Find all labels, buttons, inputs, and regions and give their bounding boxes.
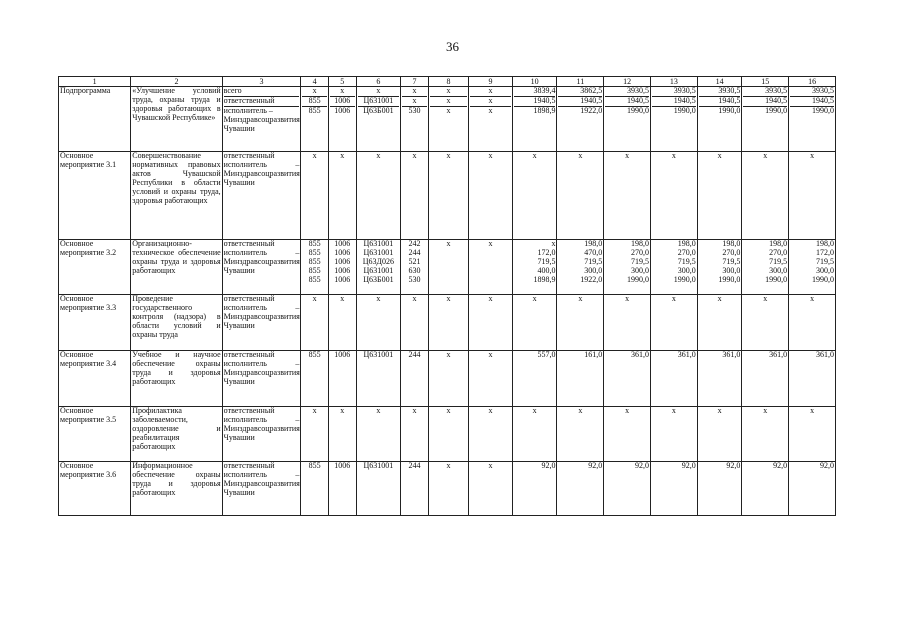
column-number: 8	[428, 77, 468, 87]
row-title: Совершенствование нормативных правовых актов Чувашской Республики в области условий и охраны труда, здоровья работающих	[131, 152, 222, 240]
cell-line: x	[551, 239, 556, 248]
cell-line: 198,0	[816, 239, 834, 248]
cell: 3862,5	[558, 87, 602, 97]
cell: x	[330, 87, 355, 97]
cell: x	[302, 87, 327, 97]
column-number: 13	[650, 77, 697, 87]
cell-line: 521	[408, 256, 421, 266]
cell: 1940,5	[790, 97, 834, 107]
cell: x	[469, 152, 513, 240]
cell-line: 855	[308, 265, 321, 275]
cell: 3930,5	[743, 87, 787, 97]
cell: x	[301, 152, 329, 240]
cell: x	[401, 152, 429, 240]
cell: x	[604, 152, 651, 240]
cell: x	[512, 407, 557, 462]
table-row-measure-3-5	[59, 407, 836, 462]
cell: 92,0	[697, 462, 742, 516]
cell: x	[301, 407, 329, 462]
cell: x	[470, 87, 511, 97]
cell: 1990,0	[718, 105, 741, 115]
budget-table	[58, 76, 836, 516]
row-executor: ответственный исполнитель – Минздравсоцразвития Чувашии	[222, 351, 301, 407]
cell-line: Ц631001	[363, 239, 394, 248]
cell-line: 1006	[334, 239, 351, 248]
cell: x	[469, 351, 513, 407]
cell: 1990,0	[812, 105, 834, 115]
cell: 361,0	[742, 351, 789, 407]
cell-line: 719,5	[584, 256, 603, 266]
cell: x	[512, 295, 557, 351]
cell: x	[512, 152, 557, 240]
cell: 1990,0	[765, 105, 788, 115]
cell-line: 719,5	[769, 256, 788, 266]
cell: 92,0	[742, 462, 789, 516]
cell-line: 1922,0	[580, 274, 603, 284]
cell-line: 300,0	[630, 265, 649, 275]
cell: x	[301, 295, 329, 351]
cell: x	[428, 351, 468, 407]
row-executor: ответственный исполнитель – Минздравсоцразвития Чувашии	[222, 462, 301, 516]
cell: Ц631001	[356, 462, 401, 516]
page-number: 36	[446, 39, 459, 54]
cell: 1006	[334, 105, 351, 115]
cell: x	[469, 407, 513, 462]
cell: 361,0	[789, 351, 836, 407]
cell-line: 1006	[334, 265, 351, 275]
row-executor: ответственный исполнитель – Минздравсоцразвития Чувашии	[222, 407, 301, 462]
row-executor: ответственный исполнитель – Минздравсоцразвития Чувашии	[222, 240, 301, 295]
cell-line: 198,0	[769, 239, 788, 248]
cell-line: 1990,0	[765, 274, 788, 284]
row-title: Информационное обеспечение охраны труда и здоровья работающих	[131, 462, 222, 516]
cell: 557,0	[512, 351, 557, 407]
cell: 3839,4	[514, 87, 556, 97]
row-type: Основное мероприятие 3.1	[59, 152, 131, 240]
cell: 1898,9	[533, 105, 556, 115]
row-type: Основное мероприятие 3.5	[59, 407, 131, 462]
cell: x	[697, 295, 742, 351]
cell: 855	[301, 462, 329, 516]
cell: 92,0	[650, 462, 697, 516]
cell: x	[401, 407, 429, 462]
cell: x	[430, 97, 467, 107]
cell-line: 400,0	[537, 265, 556, 275]
table-row-measure-3-3	[59, 295, 836, 351]
executor-line: ответственный	[224, 97, 300, 107]
cell-line: 242	[408, 239, 421, 248]
cell: 92,0	[789, 462, 836, 516]
cell-line: 855	[308, 274, 321, 284]
cell: x	[697, 152, 742, 240]
cell: x	[604, 295, 651, 351]
row-type: Основное мероприятие 3.4	[59, 351, 131, 407]
cell-line: 719,5	[677, 256, 696, 266]
cell: x	[469, 462, 513, 516]
cell: 244	[401, 462, 429, 516]
cell: x	[328, 295, 356, 351]
table-row-subprogram	[59, 87, 836, 152]
cell-line: 198,0	[677, 239, 696, 248]
cell: 3930,5	[699, 87, 741, 97]
cell-line: 270,0	[630, 247, 649, 257]
row-executor	[222, 87, 301, 152]
cell-line: 1990,0	[673, 274, 696, 284]
cell-line: 855	[308, 247, 321, 257]
cell-line: 172,0	[816, 247, 834, 257]
table-row-measure-3-2	[59, 240, 836, 295]
cell: 1990,0	[626, 105, 649, 115]
cell-line: 1006	[334, 274, 351, 284]
cell: x	[469, 295, 513, 351]
column-number: 16	[789, 77, 836, 87]
cell-line: 1006	[334, 256, 351, 266]
row-title: Проведение государственного контроля (надзора) в области условий и охраны труда	[131, 295, 222, 351]
table-row-measure-3-4	[59, 351, 836, 407]
cell-line: 300,0	[816, 265, 834, 275]
column-number: 12	[604, 77, 651, 87]
cell: 1990,0	[673, 105, 696, 115]
cell: 1006	[330, 97, 355, 107]
cell: x	[428, 407, 468, 462]
column-number: 10	[512, 77, 557, 87]
cell: x	[789, 407, 836, 462]
cell: x	[402, 97, 427, 107]
cell: x	[488, 105, 493, 115]
cell-line: Ц631001	[363, 265, 394, 275]
cell: x	[401, 295, 429, 351]
table-row-measure-3-6	[59, 462, 836, 516]
cell: 1940,5	[558, 97, 602, 107]
cell: 1006	[328, 462, 356, 516]
cell-line: 270,0	[722, 247, 741, 257]
cell: x	[604, 407, 651, 462]
cell-line: Ц631001	[363, 247, 394, 257]
cell-line: 1990,0	[812, 274, 834, 284]
cell: x	[428, 462, 468, 516]
cell: x	[470, 97, 511, 107]
cell-line: Ц63Д026	[362, 256, 395, 266]
cell-line: 1006	[334, 247, 351, 257]
cell-line: 1990,0	[626, 274, 649, 284]
column-number: 9	[469, 77, 513, 87]
cell: 530	[408, 105, 421, 115]
cell: Ц63Б001	[363, 105, 394, 115]
cell: 1940,5	[652, 97, 696, 107]
cell-line: 300,0	[677, 265, 696, 275]
cell-line: 300,0	[584, 265, 603, 275]
cell-line: 300,0	[722, 265, 741, 275]
cell: 361,0	[650, 351, 697, 407]
cell: x	[428, 240, 468, 295]
column-number: 1	[59, 77, 131, 87]
row-type: Основное мероприятие 3.2	[59, 240, 131, 295]
cell: Ц631001	[358, 97, 400, 107]
cell: x	[358, 87, 400, 97]
cell-line: 855	[308, 256, 321, 266]
cell: x	[328, 152, 356, 240]
cell: x	[557, 407, 604, 462]
row-title: Организационно-техническое обеспечение охраны труда и здоровья работающих	[131, 240, 222, 295]
cell: 3930,5	[790, 87, 834, 97]
cell: 361,0	[604, 351, 651, 407]
cell: x	[789, 295, 836, 351]
cell: 1940,5	[743, 97, 787, 107]
cell: 1922,0	[580, 105, 603, 115]
cell-line: 198,0	[584, 239, 603, 248]
cell: 1006	[328, 351, 356, 407]
column-numbers-row	[59, 77, 836, 87]
cell: 92,0	[557, 462, 604, 516]
cell: x	[356, 295, 401, 351]
column-number: 6	[356, 77, 401, 87]
cell: x	[650, 295, 697, 351]
column-number: 14	[697, 77, 742, 87]
column-number: 7	[401, 77, 429, 87]
cell: Ц631001	[356, 351, 401, 407]
row-executor: ответственный исполнитель – Минздравсоцразвития Чувашии	[222, 152, 301, 240]
row-executor: ответственный исполнитель – Минздравсоцразвития Чувашии	[222, 295, 301, 351]
row-title: Учебное и научное обеспечение охраны труда и здоровья работающих	[131, 351, 222, 407]
cell: 3930,5	[605, 87, 649, 97]
cell-line: Ц63Б001	[363, 274, 394, 284]
cell: 361,0	[697, 351, 742, 407]
row-title: Профилактика заболеваемости, оздоровление и реабилитация работающих	[131, 407, 222, 462]
cell-line: 530	[408, 274, 421, 284]
cell-line: 1990,0	[718, 274, 741, 284]
row-type: Основное мероприятие 3.3	[59, 295, 131, 351]
cell-line: 1898,9	[533, 274, 556, 284]
cell: 92,0	[604, 462, 651, 516]
cell: x	[402, 87, 427, 97]
cell-line: 198,0	[722, 239, 741, 248]
cell: 855	[308, 105, 321, 115]
cell: x	[356, 407, 401, 462]
cell: x	[650, 152, 697, 240]
cell: x	[428, 295, 468, 351]
column-number: 3	[222, 77, 301, 87]
cell: 1940,5	[699, 97, 741, 107]
cell: 3930,5	[652, 87, 696, 97]
cell-line: 172,0	[537, 247, 556, 257]
cell-line: 300,0	[769, 265, 788, 275]
cell: x	[356, 152, 401, 240]
cell-line: 719,5	[722, 256, 741, 266]
column-number: 5	[328, 77, 356, 87]
cell: x	[557, 152, 604, 240]
cell-line: 719,5	[816, 256, 834, 266]
cell: x	[428, 152, 468, 240]
cell: 244	[401, 351, 429, 407]
cell: x	[789, 152, 836, 240]
cell: x	[742, 152, 789, 240]
cell: 1940,5	[514, 97, 556, 107]
cell: 1940,5	[605, 97, 649, 107]
cell: x	[446, 105, 451, 115]
column-number: 15	[742, 77, 789, 87]
cell-line: 630	[408, 265, 421, 275]
cell-line: 719,5	[537, 256, 556, 266]
cell-line: 270,0	[769, 247, 788, 257]
cell: x	[742, 407, 789, 462]
cell: x	[430, 87, 467, 97]
row-title: «Улучшение условий труда, охраны труда и здоровья работающих в Чувашской Республике»	[131, 87, 222, 152]
cell-line: 244	[408, 247, 421, 257]
cell-line: 470,0	[584, 247, 603, 257]
cell: x	[469, 240, 513, 295]
cell-line: 270,0	[677, 247, 696, 257]
cell: 855	[301, 351, 329, 407]
column-number: 2	[131, 77, 222, 87]
cell: 92,0	[512, 462, 557, 516]
cell: x	[650, 407, 697, 462]
cell: x	[557, 295, 604, 351]
table-row-measure-3-1	[59, 152, 836, 240]
cell-line: 855	[308, 239, 321, 248]
column-number: 11	[557, 77, 604, 87]
cell: x	[328, 407, 356, 462]
cell-line: 719,5	[630, 256, 649, 266]
cell: 855	[302, 97, 327, 107]
cell: x	[742, 295, 789, 351]
row-type: Подпрограмма	[59, 87, 131, 152]
column-number: 4	[301, 77, 329, 87]
executor-line: всего	[224, 87, 300, 97]
cell: x	[697, 407, 742, 462]
row-type: Основное мероприятие 3.6	[59, 462, 131, 516]
cell: 161,0	[557, 351, 604, 407]
cell-line: 198,0	[630, 239, 649, 248]
executor-line: исполнитель – Минздравсоцразвития Чувашии	[223, 105, 300, 133]
